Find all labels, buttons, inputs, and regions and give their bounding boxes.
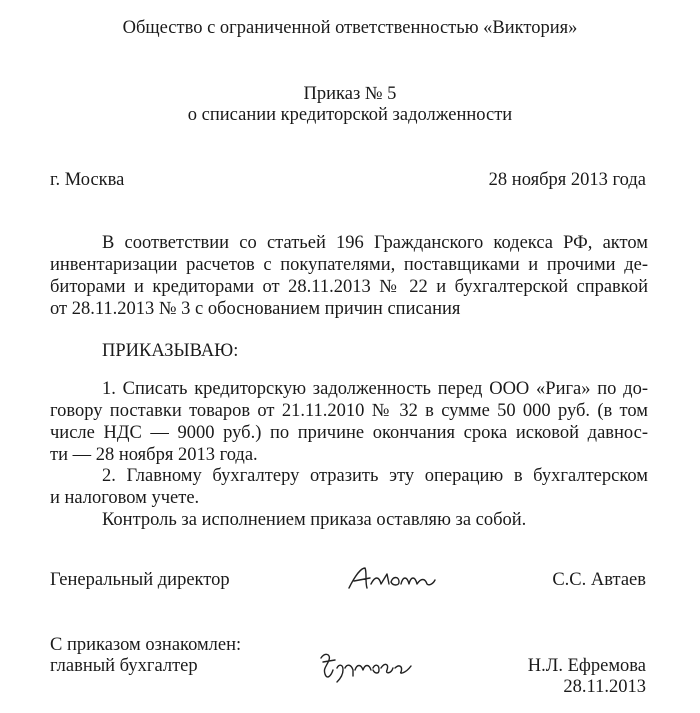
accountant-signature (315, 646, 415, 684)
order-item-1 (50, 378, 648, 466)
control-clause (50, 509, 648, 531)
acknowledgement-date: 28.11.2013 (563, 677, 646, 697)
director-title: Генеральный директор (50, 570, 230, 590)
basis-line: инвентаризации расчетов с покупателями, поставщиками и прочими де- (50, 255, 648, 275)
item-line: ти — 28 ноября 2013 года. (50, 445, 258, 465)
control-line: Контроль за исполнением приказа оставляю за собой. (102, 510, 527, 530)
item-line: и налоговом учете. (50, 488, 200, 508)
order-date: 28 ноября 2013 года (488, 170, 646, 190)
organization-name: Общество с ограниченной ответственностью «Виктория» (122, 18, 578, 38)
accountant-name: Н.Л. Ефремова (527, 656, 646, 676)
accountant-title: главный бухгалтер (50, 656, 198, 676)
basis-paragraph (50, 232, 648, 320)
item-line: 1. Списать кредиторскую задолженность перед ООО «Рига» по до- (102, 379, 648, 399)
item-line: числе НДС — 9000 руб.) по причине окончания срока исковой давнос- (50, 423, 648, 443)
city: г. Москва (50, 170, 125, 190)
order-item-2 (50, 465, 648, 509)
basis-line: В соответствии со статьей 196 Гражданского кодекса РФ, актом (102, 233, 648, 253)
order-title: Приказ № 5 (303, 84, 397, 104)
director-name: С.С. Автаев (552, 570, 646, 590)
director-signature (345, 562, 437, 596)
order-subject: о списании кредиторской задолженности (187, 105, 513, 125)
acknowledgement-line: С приказом ознакомлен: (50, 635, 242, 655)
item-line: 2. Главному бухгалтеру отразить эту операцию в бухгалтерском (102, 466, 648, 486)
orders-heading: ПРИКАЗЫВАЮ: (102, 341, 239, 361)
item-line: говору поставки товаров от 21.11.2010 № 32 в сумме 50 000 руб. (в том (50, 401, 648, 421)
basis-line: биторами и кредиторами от 28.11.2013 № 22 и бухгалтерской справкой (50, 277, 648, 297)
basis-line: от 28.11.2013 № 3 с обоснованием причин списания (50, 299, 461, 319)
